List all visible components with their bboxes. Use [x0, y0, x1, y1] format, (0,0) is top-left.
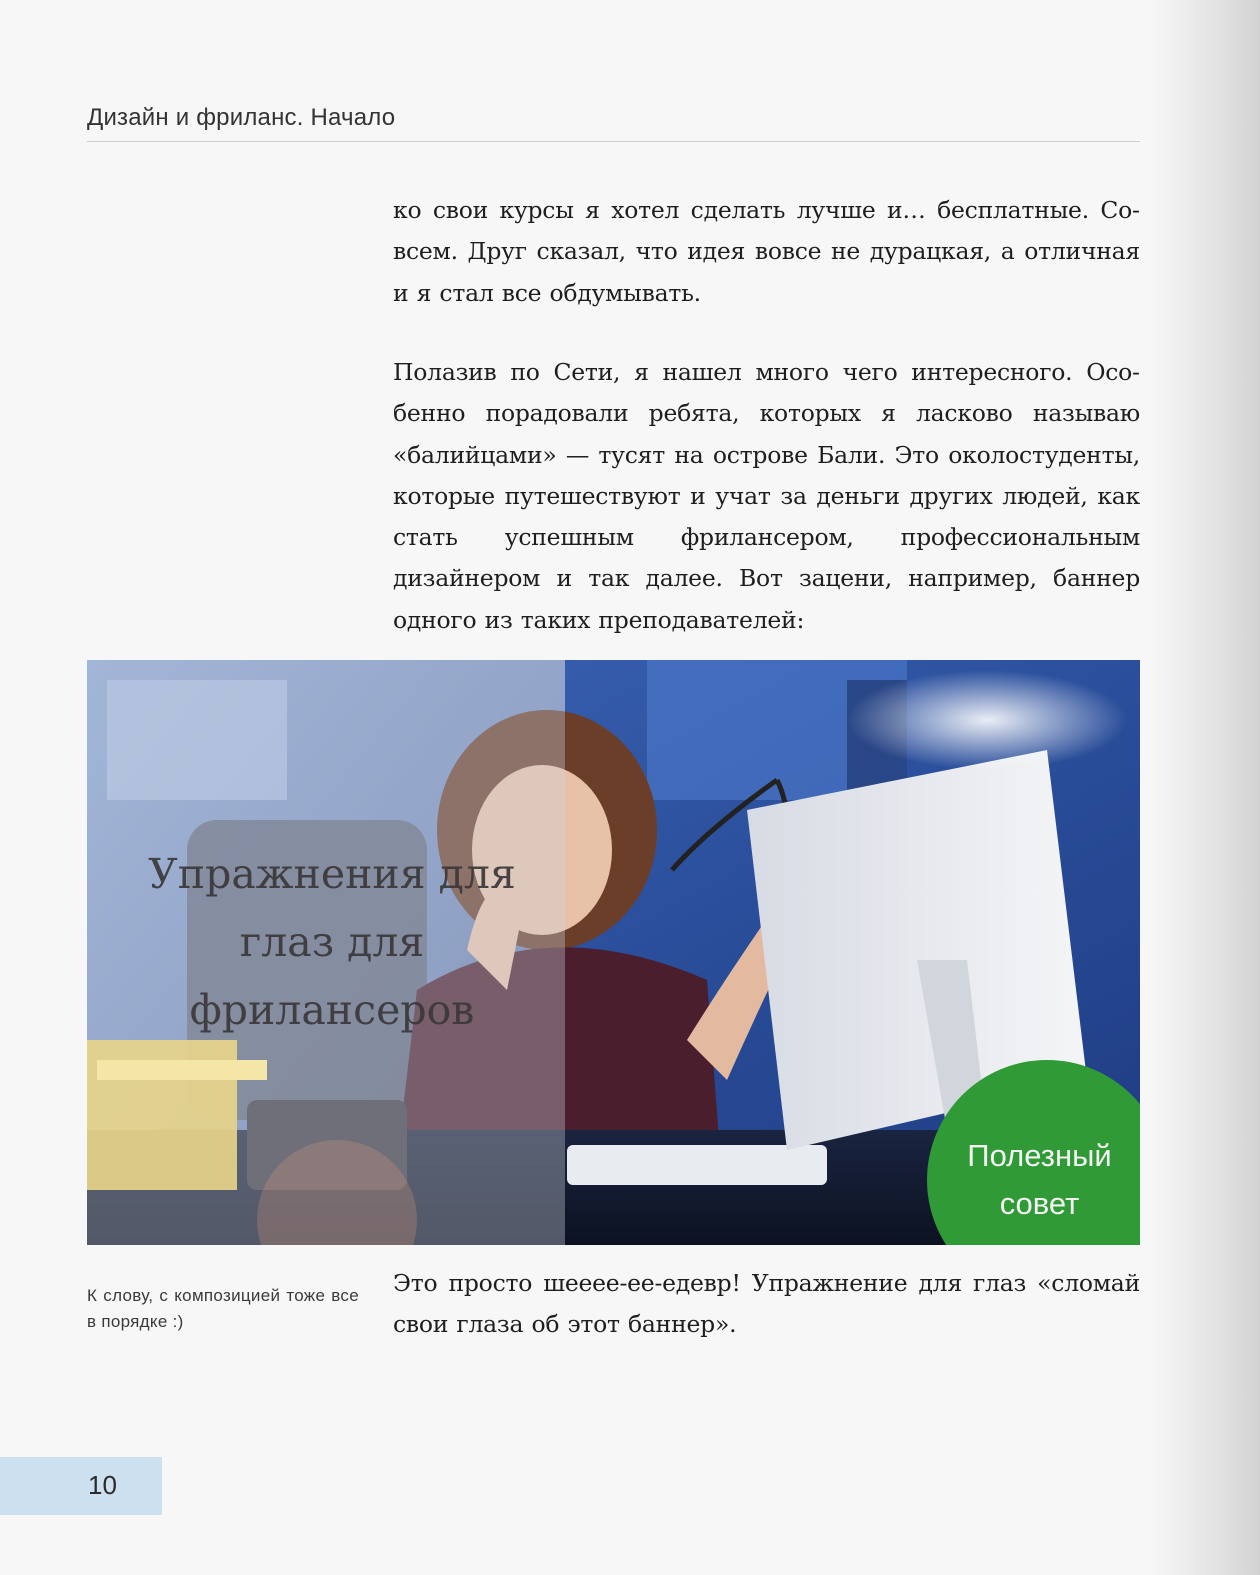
header-divider [87, 141, 1140, 142]
page-number-box [0, 1457, 162, 1515]
page-number: 10 [88, 1470, 117, 1500]
banner-title: Упражнения для глаз для фрилансеров [148, 850, 516, 1034]
useful-tip-label: Полезный совет [967, 1138, 1112, 1221]
paragraph-2: Полазив по Сети, я нашел много чего интересного. Особенно порадовали ребята, которых я ласково называю «балийцами» — тусят на острове Бали. Это околостуденты, которые путешествуют и учат за деньги других людей, как стать успешным фрилансером, профессиональным дизайнером и так далее. Вот зацени, например, баннер одного из таких преподавателей: [393, 358, 1140, 634]
running-header: Дизайн и фриланс. Начало [87, 104, 396, 131]
paragraph-1: ко свои курсы я хотел сделать лучше и… бесплатные. Совсем. Друг сказал, что идея вовсе не дурацкая, а отличная и я стал все обдумывать. [393, 196, 1140, 307]
page-edge-shadow [1150, 0, 1260, 1575]
banner-image [87, 660, 1140, 1245]
image-caption: К слову, с композицией тоже все в порядке :) [87, 1286, 359, 1331]
paragraph-3: Это просто шееее-ее-едевр! Упражнение для глаз «сломай свои глаза об этот баннер». [393, 1269, 1140, 1339]
